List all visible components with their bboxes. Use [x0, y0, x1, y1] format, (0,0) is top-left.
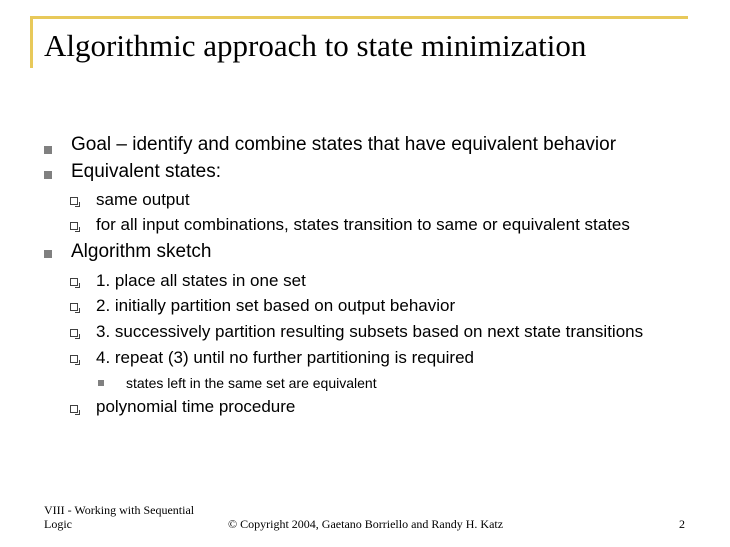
title-frame-left	[30, 16, 33, 68]
title-frame-top	[30, 16, 688, 19]
sub-bullet-polynomial-time: polynomial time procedure	[96, 397, 296, 416]
sub-bullet-step-3: 3. successively partition resulting subsets based on next state transitions	[96, 322, 644, 341]
sub-sub-bullet-icon	[98, 380, 104, 386]
bullet-square-icon	[44, 146, 52, 154]
sub-bullet-icon	[70, 303, 78, 311]
sub-bullet-same-output: same output	[96, 190, 190, 209]
bullet-square-icon	[44, 250, 52, 258]
footer-chapter-line1: VIII - Working with Sequential	[44, 503, 195, 517]
sub-bullet-icon	[70, 222, 78, 230]
sub-bullet-icon	[70, 355, 78, 363]
bullet-equivalent-states: Equivalent states:	[71, 161, 221, 182]
footer-page-number: 2	[679, 517, 685, 531]
footer-chapter-line2: Logic	[44, 517, 72, 531]
bullet-goal: Goal – identify and combine states that have equivalent behavior	[71, 134, 617, 155]
sub-sub-bullet-equivalent: states left in the same set are equivalent	[126, 375, 377, 391]
sub-bullet-icon	[70, 197, 78, 205]
sub-bullet-step-2: 2. initially partition set based on output behavior	[96, 296, 456, 315]
sub-bullet-icon	[70, 405, 78, 413]
slide-title: Algorithmic approach to state minimization	[44, 28, 587, 63]
sub-bullet-icon	[70, 278, 78, 286]
sub-bullet-step-4: 4. repeat (3) until no further partitioning is required	[96, 348, 474, 367]
bullet-square-icon	[44, 171, 52, 179]
footer-copyright: © Copyright 2004, Gaetano Borriello and Randy H. Katz	[228, 517, 504, 531]
bullet-algorithm-sketch: Algorithm sketch	[71, 241, 212, 262]
sub-bullet-step-1: 1. place all states in one set	[96, 271, 306, 290]
sub-bullet-icon	[70, 329, 78, 337]
sub-bullet-input-combinations: for all input combinations, states transition to same or equivalent states	[96, 215, 630, 234]
